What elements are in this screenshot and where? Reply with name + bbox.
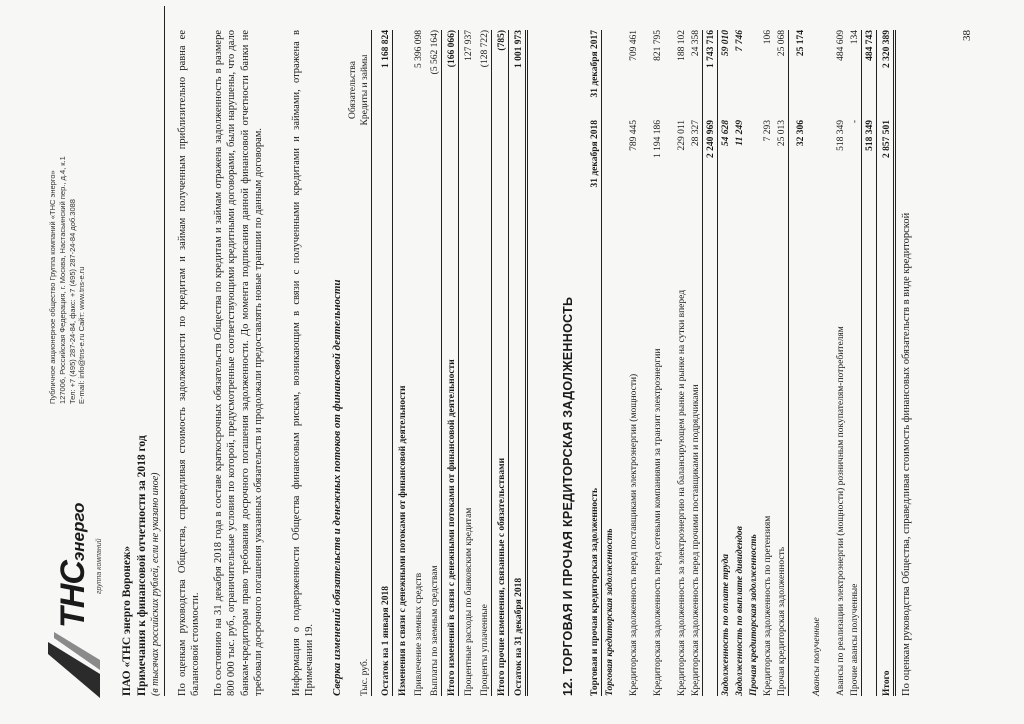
table-row — [475, 30, 492, 696]
table-row — [664, 30, 688, 696]
row-label: Кредиторская задолженность перед прочими поставщиками и подрядчиками — [690, 384, 701, 696]
recon-title: Сверка изменений обязательств и денежных потоков от финансовой деятельности — [331, 279, 343, 696]
row-label: Кредиторская задолженность за электроэнергию на балансирующем рынке и рынке на сутки вперед — [676, 289, 687, 696]
table-row — [492, 30, 509, 696]
contact-line: Публичное акционерное общество Группа компаний «ТНС энерго» — [48, 170, 57, 404]
table-row — [640, 30, 664, 696]
row-label: Торговая и прочая кредиторская задолженность — [589, 487, 600, 696]
row-value-2018: 28 327 — [690, 120, 701, 147]
row-label: Торговая кредиторская задолженность — [604, 528, 615, 696]
row-label: Привлечение заемных средств — [413, 572, 424, 696]
section-heading: 12. ТОРГОВАЯ И ПРОЧАЯ КРЕДИТОРСКАЯ ЗАДОЛЖЕННОСТЬ — [561, 296, 575, 696]
row-label: Кредиторская задолженность перед поставщиками электроэнергии (мощности) — [628, 373, 639, 696]
table-row — [409, 30, 425, 696]
row-value-2018: 518 349 — [835, 120, 846, 151]
row-value-2017: 709 461 — [628, 30, 639, 61]
row-value-2017: 484 743 — [864, 30, 875, 61]
table-row — [746, 30, 760, 696]
row-value-2017: 188 102 — [676, 30, 687, 61]
logo-big-text: ТНС — [54, 561, 92, 628]
logo-wordmark — [52, 503, 104, 628]
table-row — [392, 30, 409, 696]
row-value: (166 066) — [446, 30, 457, 68]
table-row — [509, 30, 528, 696]
page-number: 38 — [961, 30, 973, 41]
table-row — [774, 30, 789, 696]
row-value: 5 396 098 — [413, 30, 424, 68]
contact-block — [48, 24, 87, 404]
row-value-2018: 32 306 — [795, 120, 806, 147]
row-value: (128 722) — [479, 30, 490, 68]
row-label: Остаток на 31 декабря 2018 — [513, 577, 524, 696]
recon-col-header — [347, 30, 371, 150]
table-row — [847, 30, 862, 696]
payables-header-row — [585, 30, 601, 696]
row-value-2017: 7 746 — [734, 30, 745, 52]
row-label: Проценты уплаченные — [479, 604, 490, 696]
paragraph: По состоянию на 31 декабря 2018 года в составе краткосрочных обязательств Общества по кредитам и займам отражена задолженность в размере 800 000 тыс. руб., ограничительные условия по которой, предусмотренные соответствующими кредитными договорами, были нарушены, что дало банкам-кредиторам право требования досрочного погашения задолженности. До момента подписания данной финансовой отчетности банки не требовали досрочного погашения указанных обязательств и продолжали предоставлять новые траншии по данным договорам. — [213, 30, 265, 696]
row-label: Авансы полученные — [811, 617, 822, 696]
table-row — [371, 30, 392, 696]
row-value: (785) — [496, 30, 507, 51]
units-note: (в тысячах российских рублей, если не указано иное) — [150, 6, 165, 696]
contact-line: 127006, Российская Федерация, г. Москва, Настасьинский пер., д.4, к.1 — [57, 156, 67, 404]
recon-table — [345, 30, 528, 696]
row-value-2017: 106 — [762, 30, 773, 45]
row-value-2018: 7 293 — [762, 120, 773, 142]
logo-small-text: энерго — [69, 502, 88, 562]
col-header-2018: 31 декабря 2018 — [589, 120, 600, 188]
row-value-2018: 789 445 — [628, 120, 639, 151]
row-label: Процентные расходы по банковским кредитам — [463, 507, 474, 696]
recon-col-header-2: Кредиты и займы — [359, 54, 370, 126]
subtotal-row — [789, 30, 807, 696]
row-value-2017: 59 010 — [720, 30, 731, 57]
row-label: Остаток на 1 января 2018 — [380, 585, 391, 696]
row-value-2018: 229 011 — [676, 120, 687, 151]
row-label: Задолженность по выплате дивидендов — [734, 526, 745, 696]
table-row — [823, 30, 847, 696]
table-row — [442, 30, 459, 696]
row-value: (5 562 164) — [429, 30, 440, 75]
row-value: 1 168 824 — [380, 30, 391, 68]
row-label: Изменения в связи с денежными потоками от финансовой деятельности — [397, 385, 408, 696]
row-value-2018: 25 013 — [776, 120, 787, 147]
row-value-2017: 25 174 — [795, 30, 806, 57]
row-value-2017: 134 — [849, 30, 860, 45]
row-value-2018: 518 349 — [864, 120, 875, 151]
row-label: Прочая кредиторская задолженность — [748, 534, 759, 696]
row-value-2018: 2 857 501 — [881, 120, 892, 158]
row-value-2017: 1 743 716 — [705, 30, 716, 68]
row-label: Прочая кредиторская задолженность — [776, 546, 787, 696]
row-label: Кредиторская задолженность перед сетевыми компаниями за транзит электроэнергии — [652, 348, 663, 696]
row-label: Авансы по реализации электроэнергии (мощности) розничным покупателям-потребителям — [835, 326, 846, 696]
logo-icon — [44, 630, 102, 700]
row-label: Итого — [881, 670, 892, 696]
row-label: Задолженность по оплате труда — [720, 553, 731, 696]
row-value-2017: 2 320 389 — [881, 30, 892, 68]
subtotal-row — [703, 30, 718, 696]
row-value-2018: 54 628 — [720, 120, 731, 147]
row-value: 127 937 — [463, 30, 474, 61]
contact-line: E-mail: info@tns-e.ru Сайт: www.tns-e.ru — [77, 266, 87, 404]
row-value-2017: 25 068 — [776, 30, 787, 57]
row-value-2018: 2 240 969 — [705, 120, 716, 158]
contact-line: Тел: +7 (495) 287-24-84, факс: +7 (495) 287-24-84 доб.3088 — [67, 199, 77, 404]
paragraph: По оценкам руководства Общества, справедливая стоимость финансовых обязательств в виде кредиторской — [901, 212, 912, 696]
table-row — [601, 30, 616, 696]
table-row — [688, 30, 703, 696]
company-name: ПАО «ТНС энерго Воронеж» — [121, 545, 133, 696]
subtotal-row — [862, 30, 877, 696]
row-label: Выплаты по заемным средствам — [429, 565, 440, 696]
row-label: Итого изменений в связи с денежными потоками от финансовой деятельности — [446, 359, 457, 696]
table-row — [807, 30, 823, 696]
row-value-2017: 484 609 — [835, 30, 846, 61]
row-label: Кредиторская задолженность по претензиям — [762, 515, 773, 696]
total-row — [877, 30, 896, 696]
col-header-2017: 31 декабря 2017 — [589, 30, 600, 98]
row-value-2018: 1 194 186 — [652, 120, 663, 158]
table-row — [732, 30, 746, 696]
recon-col-header-1: Обязательства — [347, 61, 358, 119]
paragraph: По оценкам руководства Общества, справедливая стоимость задолженности по кредитам и займам полученным приблизительно равна ее балансовой стоимости. — [177, 30, 202, 696]
recon-units: Тыс. руб. — [359, 658, 370, 696]
recon-header-row — [345, 30, 371, 696]
logo-sub-text: группа компаний — [95, 538, 103, 594]
row-label: Прочие авансы полученные — [849, 583, 860, 696]
table-row — [616, 30, 640, 696]
table-row — [459, 30, 475, 696]
row-label: Итого прочие изменения, связанные с обязательствами — [496, 457, 507, 696]
row-value-2017: 821 795 — [652, 30, 663, 61]
payables-table — [585, 30, 896, 696]
row-value-2018: 11 249 — [734, 120, 745, 146]
table-row — [718, 30, 732, 696]
paragraph: Информация о подверженности Общества финансовым рискам, возникающим в связи с полученными кредитами и займами, отражена в Примечании 19. — [291, 30, 316, 696]
document-title: Примечания к финансовой отчетности за 2018 год — [136, 435, 148, 696]
table-row — [425, 30, 442, 696]
row-value: 1 001 973 — [513, 30, 524, 68]
table-row — [760, 30, 774, 696]
row-value-2017: 24 358 — [690, 30, 701, 57]
row-value-2018: - — [849, 120, 860, 124]
